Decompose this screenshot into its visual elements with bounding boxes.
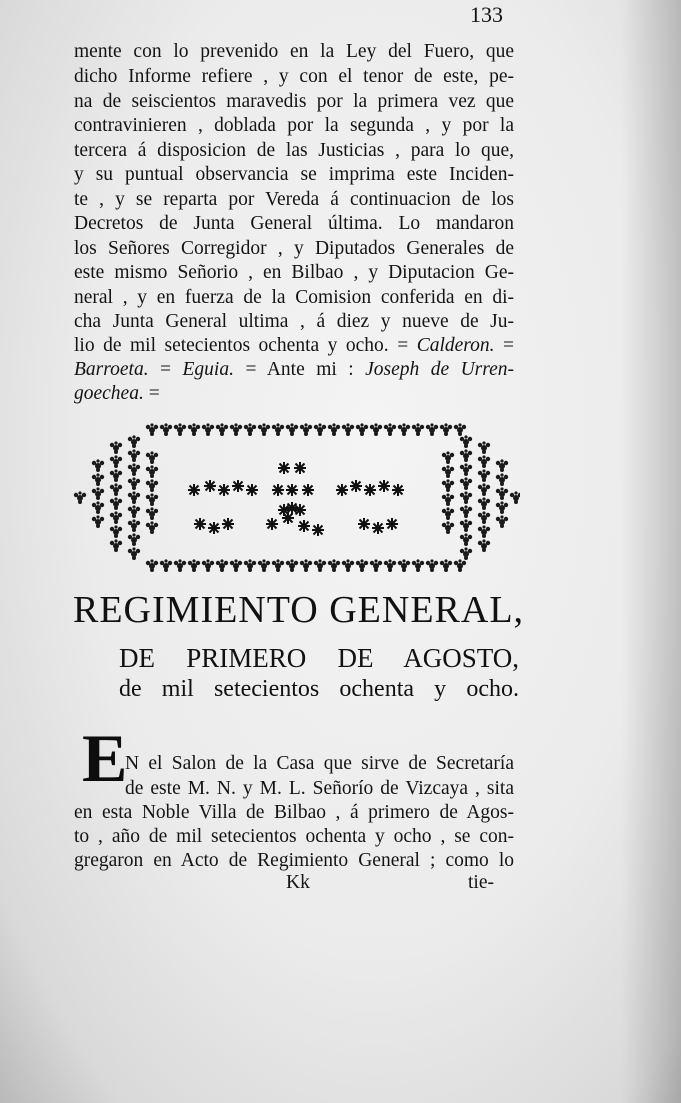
body-line: gregaron en Acto de Regimiento General ; como lo	[74, 850, 514, 871]
separator: =	[397, 335, 409, 356]
signature-eguia: Eguia.	[182, 359, 234, 380]
text-line: este mismo Señorio , en Bilbao , y Diputacion Ge-	[74, 262, 514, 283]
page-number: 133	[470, 2, 503, 27]
body-line: en esta Noble Villa de Bilbao , á primero de Agos-	[74, 802, 514, 823]
signature-urrengoechea: Joseph de Urren-	[365, 359, 515, 380]
body-line: N el Salon de la Casa que sirve de Secretaría	[125, 753, 514, 774]
text-line: mente con lo prevenido en la Ley del Fuero, que	[74, 41, 514, 62]
section-title: REGIMIENTO GENERAL,	[73, 589, 525, 631]
signature-line-2	[74, 358, 514, 382]
printer-ornament	[72, 418, 520, 578]
signature-line-3	[74, 382, 160, 406]
separator: =	[503, 335, 515, 356]
catchword: tie-	[468, 872, 494, 893]
section-subtitle: DE PRIMERO DE AGOSTO,	[119, 643, 519, 673]
signature-line-1	[74, 334, 514, 358]
signature-urrengoechea-end: goechea.	[74, 383, 144, 404]
text-line: tercera á disposicion de las Justicias , para lo que,	[74, 140, 514, 161]
separator: =	[148, 383, 160, 404]
text-line: te , y se reparta por Vereda á continuacion de los	[74, 189, 514, 210]
date-text: lio de mil setecientos ochenta y ocho.	[74, 335, 389, 356]
text-line: neral , y en fuerza de la Comision conferida en di-	[74, 287, 514, 308]
ornament-stars	[188, 462, 404, 536]
section-date: de mil setecientos ochenta y ocho.	[119, 676, 519, 702]
separator: =	[245, 359, 257, 380]
body-line: to , año de mil setecientos ochenta y ocho , se con-	[74, 826, 514, 847]
text-line: contravinieren , doblada por la segunda , y por la	[74, 115, 514, 136]
ante-mi-text: Ante mi :	[266, 359, 354, 380]
body-line: de este M. N. y M. L. Señorío de Vizcaya , sita	[125, 778, 514, 799]
text-line: na de seiscientos maravedis por la primera vez que	[74, 91, 514, 112]
drop-cap: E	[82, 720, 128, 796]
text-line: los Señores Corregidor , y Diputados Generales de	[74, 238, 514, 259]
signature-calderon: Calderon.	[416, 335, 495, 356]
text-line: cha Junta General ultima , á diez y nueve de Ju-	[74, 311, 514, 332]
text-line: Decretos de Junta General última. Lo mandaron	[74, 213, 514, 234]
signature-mark: Kk	[286, 872, 310, 893]
text-line: y su puntual observancia se imprima este Inciden-	[74, 164, 514, 185]
text-line: dicho Informe refiere , y con el tenor de este, pe-	[74, 66, 514, 87]
signature-barroeta: Barroeta.	[74, 359, 149, 380]
separator: =	[160, 359, 172, 380]
